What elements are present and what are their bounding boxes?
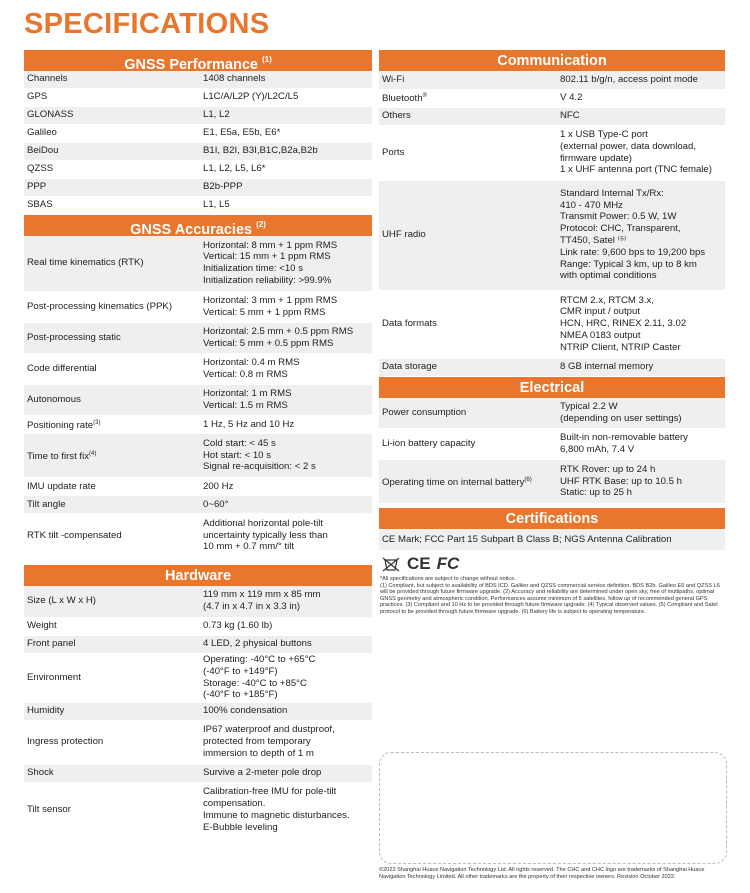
spec-value — [200, 106, 372, 124]
spec-label-text: Ports — [382, 146, 405, 158]
spec-value-line: NFC — [560, 110, 580, 122]
spec-value-line: 1 x USB Type-C port — [560, 128, 648, 140]
spec-value — [200, 142, 372, 160]
spec-label-text: Front panel — [27, 638, 76, 650]
spec-value-line: 119 mm x 119 mm x 85 mm — [203, 589, 321, 601]
spec-label — [24, 124, 200, 142]
spec-value — [200, 478, 372, 496]
spec-value — [200, 323, 372, 354]
spec-label-note: (3) — [93, 419, 101, 426]
spec-value-line: (external power, data download, — [560, 140, 696, 152]
spec-value-line: L1, L2, L5, L6* — [203, 163, 266, 175]
spec-label-text: Others — [382, 110, 411, 122]
spec-label-text: Bluetooth — [382, 93, 423, 105]
spec-value-line: Vertical: 0.8 m RMS — [203, 369, 288, 380]
spec-label — [24, 71, 200, 88]
spec-value-line: UHF RTK Base: up to 10.5 h — [560, 475, 682, 487]
gnss-accuracies-note: (2) — [256, 219, 266, 229]
spec-value-line: 200 Hz — [203, 480, 234, 492]
certifications-header — [379, 508, 725, 529]
spec-value — [557, 398, 725, 429]
spec-label — [379, 358, 557, 376]
spec-row — [379, 358, 725, 376]
spec-value-line: HCN, HRC, RINEX 2.11, 3.02 — [560, 318, 687, 330]
copyright-text: ©2022 Shanghai Huace Navigation Technology Ltd. All rights reserved. The CHC and CHC logo are trademarks of Shanghai Huace Navigation Technology Limited. All other trademarks are the property of their respective owners. Revision October 2022. — [379, 867, 705, 880]
spec-value-line: Operating: -40°C to +65°C — [203, 653, 316, 665]
spec-label-text: PPP — [27, 181, 47, 193]
spec-value-line: Vertical: 5 mm + 0.5 ppm RMS — [203, 338, 334, 349]
spec-value-line: Typical 2.2 W — [560, 400, 618, 412]
spec-row — [24, 236, 372, 292]
spec-label-text: GPS — [27, 91, 48, 103]
spec-row — [24, 782, 372, 838]
spec-value-line: Signal re-acquisition: < 2 s — [203, 461, 316, 473]
spec-value-line: IP67 waterproof and dustproof, — [203, 724, 335, 736]
spec-value-line: protected from temporary — [203, 736, 311, 748]
gnss-performance-note: (1) — [262, 55, 272, 64]
spec-value-line: 10 mm + 0.7 mm/° tilt — [203, 541, 295, 553]
spec-row — [24, 178, 372, 196]
spec-value-line: firmware update) — [560, 152, 632, 164]
spec-row — [24, 106, 372, 124]
spec-label-text: QZSS — [27, 163, 54, 175]
spec-label-note: (4) — [89, 450, 97, 457]
spec-row — [24, 196, 372, 214]
certification-logos — [379, 550, 725, 574]
spec-row — [24, 142, 372, 160]
spec-value-line: L1, L5 — [203, 199, 230, 211]
spec-label-text: Autonomous — [27, 394, 81, 406]
spec-label — [24, 416, 200, 434]
spec-row — [379, 125, 725, 180]
spec-row — [24, 124, 372, 142]
spec-label-text: Post-processing static — [27, 332, 121, 344]
spec-value — [200, 416, 372, 434]
spec-value-line: 4 LED, 2 physical buttons — [203, 638, 312, 650]
spec-label — [24, 702, 200, 720]
spec-value — [557, 429, 725, 460]
spec-row — [24, 478, 372, 496]
spec-row — [24, 434, 372, 478]
spec-row — [24, 617, 372, 635]
spec-row — [24, 635, 372, 653]
spec-label-text: UHF radio — [382, 229, 426, 241]
spec-label — [24, 385, 200, 416]
spec-value-line: RTK Rover: up to 24 h — [560, 463, 656, 475]
spec-value-line: Vertical: 1.5 m RMS — [203, 400, 288, 411]
spec-value — [200, 653, 372, 702]
spec-label-text: Power consumption — [382, 406, 467, 418]
spec-value — [200, 496, 372, 514]
spec-value-line: 0~60° — [203, 498, 229, 510]
fcc-mark-icon: FC — [436, 554, 460, 573]
weee-bin-icon — [381, 556, 401, 572]
spec-value — [200, 764, 372, 782]
electrical-title: Electrical — [519, 379, 585, 396]
spec-value — [557, 125, 725, 180]
spec-value-line: V 4.2 — [560, 92, 583, 104]
certifications-text: CE Mark; FCC Part 15 Subpart B Class B; NGS Antenna Calibration — [379, 529, 725, 550]
gnss-performance-title: GNSS Performance — [124, 56, 258, 73]
spec-value-line: Initialization time: <10 s — [203, 263, 303, 275]
spec-value-line: Horizontal: 8 mm + 1 ppm RMS — [203, 239, 338, 251]
spec-label-text: BeiDou — [27, 145, 59, 157]
spec-value-line: B1I, B2I, B3I,B1C,B2a,B2b — [203, 145, 318, 157]
spec-value-line: Standard Internal Tx/Rx: — [560, 187, 664, 199]
spec-row — [379, 89, 725, 107]
spec-value — [200, 782, 372, 838]
spec-label — [24, 586, 200, 617]
spec-value-line: uncertainty typically less than — [203, 529, 328, 541]
spec-value-line: 1408 channels — [203, 73, 266, 85]
spec-row — [379, 180, 725, 290]
spec-label — [24, 514, 200, 558]
spec-value — [557, 358, 725, 376]
spec-label — [379, 180, 557, 290]
spec-label — [24, 478, 200, 496]
spec-value — [557, 71, 725, 89]
spec-value — [200, 88, 372, 106]
spec-label — [379, 89, 557, 107]
spec-label-text: Weight — [27, 620, 57, 632]
spec-value — [200, 124, 372, 142]
spec-label — [24, 106, 200, 124]
spec-value-line: Transmit Power: 0.5 W, 1W — [560, 211, 677, 223]
spec-label — [24, 434, 200, 478]
spec-label — [379, 429, 557, 460]
spec-value — [200, 702, 372, 720]
spec-value-line: (-40°F to +185°F) — [203, 689, 278, 701]
spec-label-text: RTK tilt -compensated — [27, 529, 122, 541]
spec-value-line: Horizontal: 0.4 m RMS — [203, 357, 300, 369]
spec-label-text: Real time kinematics (RTK) — [27, 257, 144, 269]
spec-label-text: Positioning rate — [27, 419, 94, 431]
spec-value-line: (-40°F to +149°F) — [203, 665, 278, 677]
communication-title: Communication — [497, 53, 607, 69]
spec-label-text: Tilt angle — [27, 498, 66, 510]
spec-label — [24, 653, 200, 702]
spec-label — [379, 460, 557, 504]
spec-value-line: NMEA 0183 output — [560, 329, 641, 341]
spec-row — [24, 160, 372, 178]
gnss-accuracies-header — [24, 215, 372, 236]
spec-value-line: Protocol: CHC, Transparent, — [560, 223, 681, 235]
electrical-table — [379, 398, 725, 505]
spec-label-text: Code differential — [27, 363, 97, 375]
spec-value-line: Initialization reliability: >99.9% — [203, 275, 332, 287]
spec-value-line: Link rate: 9,600 bps to 19,200 bps — [560, 246, 706, 258]
footnote-disclaimer: *All specifications are subject to change without notice. — [380, 576, 516, 582]
spec-row — [379, 460, 725, 504]
spec-row — [379, 398, 725, 429]
spec-value-line: Hot start: < 10 s — [203, 449, 271, 461]
spec-label — [379, 125, 557, 180]
spec-value-line: L1, L2 — [203, 109, 230, 121]
spec-label — [24, 782, 200, 838]
spec-label-text: IMU update rate — [27, 480, 96, 492]
spec-label-note: ® — [422, 93, 427, 99]
spec-row — [24, 88, 372, 106]
spec-row — [24, 702, 372, 720]
spec-label-note: (6) — [524, 476, 532, 483]
spec-value-line: TT450, Satel ⁽⁵⁾ — [560, 235, 627, 246]
spec-value-line: 6,800 mAh, 7.4 V — [560, 444, 635, 455]
spec-value-line: Additional horizontal pole-tilt — [203, 517, 323, 529]
spec-row — [24, 416, 372, 434]
spec-label — [379, 290, 557, 358]
spec-label — [24, 323, 200, 354]
spec-label-text: SBAS — [27, 199, 53, 211]
spec-value — [200, 160, 372, 178]
spec-row — [24, 354, 372, 385]
spec-value — [200, 434, 372, 478]
right-column — [379, 50, 725, 618]
hardware-table — [24, 586, 372, 839]
spec-value — [200, 514, 372, 558]
spec-value-line: (4.7 in x 4.7 in x 3.3 in) — [203, 601, 301, 613]
spec-value-line: CMR input / output — [560, 306, 640, 318]
spec-value-line: 0.73 kg (1.60 lb) — [203, 620, 273, 632]
certifications-title: Certifications — [505, 511, 599, 527]
spec-row — [24, 71, 372, 88]
spec-value — [557, 89, 725, 107]
footnote-text: (1) Compliant, but subject to availability of BDS ICD. Galileo and QZSS commercial service definition. BDS B2b. Galileo E6 and QZSS L6 will be provided through future firmware upgrade. (2) Accuracy and reliability are determined under open sky, free of multipaths, optimal GNSS geometry and atmospheric condition. Performances assume minimum of 5 satellites, follow up of recommended general GPS practices. (3) Compliant and 10 Hz to be provided through future firmware upgrade. (4) Typical observed values. (5) Compliant and Satel protocol to be provided through future firmware upgrade. (6) Battery life is subject to operating temperature. — [380, 582, 720, 615]
spec-value — [200, 196, 372, 214]
spec-value-line: with optimal conditions — [560, 270, 657, 282]
spec-row — [24, 653, 372, 702]
hardware-header — [24, 565, 372, 586]
spec-value-line: RTCM 2.x, RTCM 3.x, — [560, 294, 654, 306]
spec-value-line: 410 - 470 MHz — [560, 199, 623, 211]
communication-header — [379, 50, 725, 71]
spec-value-line: Vertical: 5 mm + 1 ppm RMS — [203, 307, 326, 318]
spec-value-line: NTRIP Client, NTRIP Caster — [560, 341, 681, 353]
spec-label — [379, 398, 557, 429]
spec-value-line: Horizontal: 3 mm + 1 ppm RMS — [203, 295, 338, 307]
spec-label-text: GLONASS — [27, 109, 74, 121]
spec-label-text: Data formats — [382, 318, 437, 330]
spec-value — [200, 292, 372, 323]
spec-value-line: Horizontal: 1 m RMS — [203, 388, 292, 400]
spec-value-line: immersion to depth of 1 m — [203, 747, 314, 759]
electrical-header — [379, 377, 725, 398]
spec-row — [24, 292, 372, 323]
communication-table — [379, 71, 725, 377]
left-column — [24, 50, 372, 839]
spec-label — [24, 160, 200, 178]
spec-row — [379, 290, 725, 358]
spec-value — [200, 236, 372, 292]
hardware-title: Hardware — [164, 568, 232, 584]
spec-value-line: Survive a 2-meter pole drop — [203, 767, 322, 779]
spec-row — [24, 514, 372, 558]
spec-value-line: 100% condensation — [203, 705, 288, 717]
spec-value-line: 8 GB internal memory — [560, 361, 654, 373]
spec-label — [24, 178, 200, 196]
spec-label — [379, 107, 557, 125]
spec-value — [200, 617, 372, 635]
spec-label — [24, 764, 200, 782]
spec-label-text: Data storage — [382, 361, 437, 373]
gnss-accuracies-table — [24, 236, 372, 559]
spec-value-line: Cold start: < 45 s — [203, 437, 276, 449]
spec-value — [557, 290, 725, 358]
spec-value-line: Static: up to 25 h — [560, 487, 632, 499]
spec-label-text: Shock — [27, 767, 54, 779]
spec-value-line: Immune to magnetic disturbances. — [203, 810, 350, 821]
spec-value — [200, 71, 372, 88]
spec-label-text: Operating time on internal battery — [382, 476, 525, 488]
spec-value-line: compensation. — [203, 798, 266, 810]
gnss-performance-table — [24, 71, 372, 215]
spec-value-line: 1 Hz, 5 Hz and 10 Hz — [203, 418, 295, 430]
spec-value-line: 1 x UHF antenna port (TNC female) — [560, 164, 712, 176]
spec-label-text: Galileo — [27, 127, 57, 139]
spec-label-text: Li-ion battery capacity — [382, 438, 476, 450]
spec-row — [24, 385, 372, 416]
spec-label — [24, 236, 200, 292]
spec-value — [557, 107, 725, 125]
spec-value — [200, 178, 372, 196]
spec-value — [200, 385, 372, 416]
spec-value — [200, 635, 372, 653]
spec-label — [24, 142, 200, 160]
spec-row — [24, 496, 372, 514]
spec-value-line: E1, E5a, E5b, E6* — [203, 127, 281, 139]
spec-value-line: Built-in non-removable battery — [560, 432, 688, 444]
spec-value-line: E-Bubble leveling — [203, 821, 278, 833]
spec-label-text: Environment — [27, 671, 81, 683]
spec-value-line: B2b-PPP — [203, 181, 243, 193]
spec-row — [379, 429, 725, 460]
spec-label-text: Tilt sensor — [27, 804, 71, 816]
spec-row — [379, 107, 725, 125]
spec-value-line: Vertical: 15 mm + 1 ppm RMS — [203, 251, 331, 263]
spec-label-text: Post-processing kinematics (PPK) — [27, 301, 173, 313]
page-title: SPECIFICATIONS — [24, 8, 270, 40]
spec-label — [24, 196, 200, 214]
spec-value-line: Calibration-free IMU for pole-tilt — [203, 786, 337, 798]
spec-value-line: (depending on user settings) — [560, 412, 682, 424]
placeholder-box — [379, 752, 727, 864]
spec-label — [24, 354, 200, 385]
spec-value-line: Storage: -40°C to +85°C — [203, 677, 307, 689]
spec-label-text: Ingress protection — [27, 736, 104, 748]
spec-label — [24, 496, 200, 514]
spec-value — [200, 720, 372, 764]
spec-label-text: Size (L x W x H) — [27, 595, 96, 607]
spec-label-text: Humidity — [27, 705, 65, 717]
spec-label-text: Channels — [27, 73, 68, 85]
spec-value-line: Range: Typical 3 km, up to 8 km — [560, 258, 697, 270]
spec-label — [24, 292, 200, 323]
spec-value — [557, 180, 725, 290]
spec-label — [24, 88, 200, 106]
spec-label — [24, 617, 200, 635]
spec-value-line: Horizontal: 2.5 mm + 0.5 ppm RMS — [203, 326, 354, 338]
spec-row — [24, 720, 372, 764]
spec-label — [24, 720, 200, 764]
spec-value-line: 802.11 b/g/n, access point mode — [560, 73, 698, 85]
spec-label — [379, 71, 557, 89]
spec-label — [24, 635, 200, 653]
spec-value-line: L1C/A/L2P (Y)/L2C/L5 — [203, 91, 299, 103]
spec-row — [24, 586, 372, 617]
spec-row — [24, 764, 372, 782]
spec-row — [379, 71, 725, 89]
spec-value — [557, 460, 725, 504]
footnotes — [379, 574, 725, 618]
spec-label-text: Wi-Fi — [382, 73, 405, 85]
spec-row — [24, 323, 372, 354]
spec-value — [200, 354, 372, 385]
gnss-performance-header — [24, 50, 372, 71]
ce-mark-icon: CE — [407, 554, 431, 573]
spec-value — [200, 586, 372, 617]
gnss-accuracies-title: GNSS Accuracies — [130, 221, 253, 238]
spec-label-text: Time to first fix — [27, 450, 90, 462]
